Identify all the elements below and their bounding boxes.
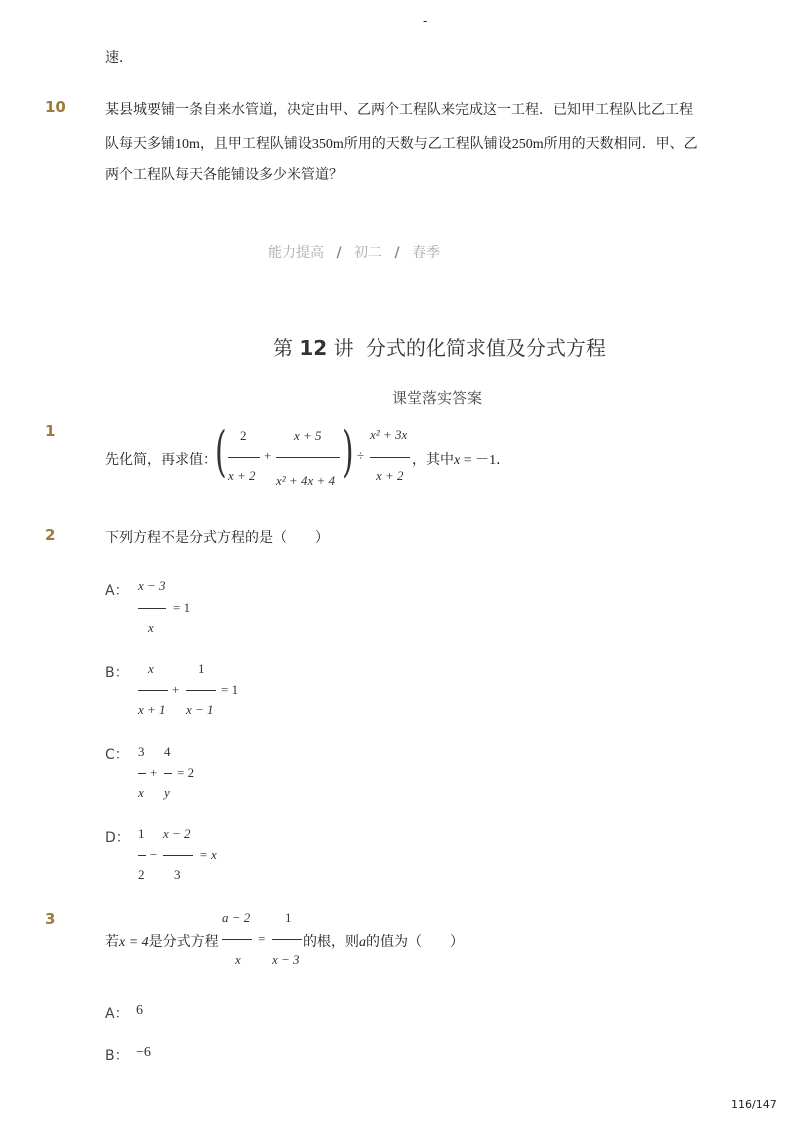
q1-plus: +	[264, 448, 272, 463]
q2-stem: 下列方程不是分式方程的是（ ）	[105, 530, 329, 546]
q2-d-bar1	[138, 855, 146, 856]
q2-a-num: x − 3	[138, 578, 166, 593]
q2-b-num2: 1	[198, 661, 205, 676]
q1-frac1-bar	[228, 457, 260, 458]
q1-frac1-den: x + 2	[228, 468, 256, 483]
q2-d-minus: −	[150, 847, 158, 862]
q2-d-den2: 3	[174, 867, 181, 882]
q3-frac2-den: x − 3	[272, 952, 300, 967]
breadcrumb: 能力提高 / 初二 / 春季	[268, 245, 441, 261]
q2-d-rest: = x	[199, 847, 217, 862]
question-number-10: 10	[45, 98, 66, 116]
q10-line-1: 某县城要铺一条自来水管道，决定由甲、乙两个工程队来完成这一工程．已知甲工程队比乙工程	[105, 102, 693, 118]
q1-frac2-num: x + 5	[294, 428, 322, 443]
q1-frac2-bar	[276, 457, 340, 458]
q2-c-rest: = 2	[177, 765, 195, 780]
q2-b-rest: = 1	[221, 682, 239, 697]
question-number-3: 3	[45, 910, 56, 928]
q2-a-rest: = 1	[173, 600, 191, 615]
q1-left-paren: (	[215, 420, 227, 483]
q2-c-bar2	[164, 773, 172, 774]
q2-b-bar2	[186, 690, 216, 691]
q3-option-a-value: 6	[136, 1003, 143, 1018]
q3-tail: 的根，则a的值为（ ）	[303, 934, 464, 950]
q10-line-3: 两个工程队每天各能铺设多少米管道？	[105, 167, 343, 183]
q2-d-bar2	[163, 855, 193, 856]
breadcrumb-level: 能力提高	[268, 245, 324, 261]
q2-c-num2: 4	[164, 744, 171, 759]
q3-frac2-num: 1	[285, 910, 292, 925]
q3-option-b-value: −6	[136, 1045, 151, 1060]
breadcrumb-term: 春季	[412, 245, 441, 261]
q1-lead: 先化简，再求值：	[105, 452, 217, 468]
q1-frac1-num: 2	[240, 428, 247, 443]
q2-option-c-label[interactable]: C：	[105, 747, 129, 763]
q2-option-d-label[interactable]: D：	[105, 830, 130, 846]
q2-option-b-label[interactable]: B：	[105, 665, 129, 681]
q2-c-plus: +	[150, 765, 158, 780]
q2-c-den1: x	[138, 785, 144, 800]
q10-line-2: 队每天多铺10m，且甲工程队铺设350m所用的天数与乙工程队铺设250m所用的天数相同．甲、乙	[105, 136, 698, 152]
q2-option-a-label[interactable]: A：	[105, 583, 129, 599]
q3-frac1-bar	[222, 939, 252, 940]
q2-c-num1: 3	[138, 744, 145, 759]
q2-b-bar1	[138, 690, 168, 691]
q1-frac2-den: x² + 4x + 4	[276, 473, 335, 488]
q2-a-den: x	[148, 620, 154, 635]
q1-tail: ，其中x = －1．	[412, 452, 511, 468]
q1-divide: ÷	[357, 448, 365, 463]
q2-d-num2: x − 2	[163, 826, 191, 841]
q2-b-plus: +	[172, 682, 180, 697]
top-mark: -	[423, 14, 428, 28]
q2-b-num1: x	[148, 661, 154, 676]
q1-frac3-den: x + 2	[376, 468, 404, 483]
q2-b-den1: x + 1	[138, 702, 166, 717]
q3-lead: 若x = 4是分式方程	[105, 934, 219, 950]
q2-a-bar	[138, 608, 166, 609]
question-number-2: 2	[45, 526, 56, 544]
q1-right-paren: )	[342, 420, 354, 483]
q1-frac3-bar	[370, 457, 410, 458]
page-number: 116/147	[731, 1098, 777, 1111]
q3-frac1-den: x	[235, 952, 241, 967]
q2-c-bar1	[138, 773, 146, 774]
q2-b-den2: x − 1	[186, 702, 214, 717]
q2-d-den1: 2	[138, 867, 145, 882]
q3-equals: =	[258, 931, 266, 946]
q2-d-num1: 1	[138, 826, 145, 841]
breadcrumb-grade: 初二	[354, 245, 383, 261]
q3-frac1-num: a − 2	[222, 910, 251, 925]
question-number-1: 1	[45, 422, 56, 440]
previous-question-tail: 速．	[105, 50, 133, 66]
section-title: 课堂落实答案	[392, 389, 483, 407]
q2-c-den2: y	[164, 785, 170, 800]
q3-frac2-bar	[272, 939, 302, 940]
q3-option-b-label[interactable]: B：	[105, 1048, 129, 1064]
q3-option-a-label[interactable]: A：	[105, 1006, 129, 1022]
q1-frac3-num: x² + 3x	[370, 427, 408, 442]
lecture-title: 第 12 讲 分式的化简求值及分式方程	[273, 336, 606, 360]
